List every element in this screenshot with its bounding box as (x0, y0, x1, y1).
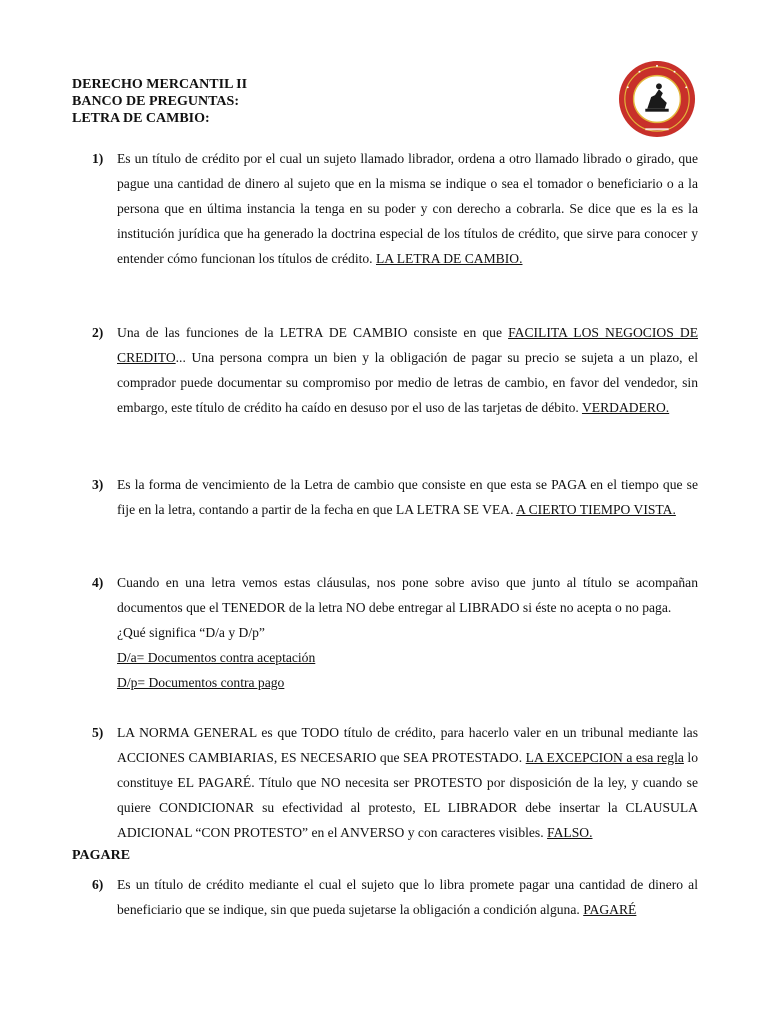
question-number: 2) (92, 325, 104, 340)
topic-title: LETRA DE CAMBIO: (72, 111, 210, 126)
course-title: DERECHO MERCANTIL II (72, 77, 248, 92)
question-answer: A CIERTO TIEMPO VISTA. (516, 502, 676, 517)
question-5 (92, 720, 698, 845)
question-answer: FALSO. (547, 825, 593, 840)
question-2 (92, 320, 698, 420)
university-seal-logo (618, 60, 696, 138)
question-number: 3) (92, 477, 104, 492)
question-number: 5) (92, 725, 104, 740)
question-text-continued: lo constituye EL PAGARÉ. Título que NO necesita ser PROTESTO por disposición de la ley, y cuando se quiere CONDICIONAR su efectividad al protesto, EL LIBRADOR debe insertar la CLAUSULA ADICIONAL “CON PROTESTO” en el ANVERSO y con caracteres visibles. (117, 750, 698, 840)
question-6 (92, 872, 698, 922)
question-number: 1) (92, 151, 104, 166)
question-text: Una de las funciones de la LETRA DE CAMBIO consiste en que (117, 325, 502, 340)
answer-da: D/a= Documentos contra aceptación (117, 650, 316, 665)
question-text: Es la forma de vencimiento de la Letra de cambio que consiste en que esta se PAGA en el tiempo que se fije en la letra, contando a partir de la fecha en que LA LETRA SE VEA. (117, 477, 698, 517)
question-text: Es un título de crédito por el cual un sujeto llamado librador, ordena a otro llamado librado o girado, que pague una cantidad de dinero al sujeto que en la misma se indique o sea el tomador o beneficiario o a la persona que en última instancia la tenga en su poder y con derecho a cobrarla. Se dice que es la es la institución jurídica que ha generado la doctrina especial de los títulos de crédito, que sirve para conocer y entender cómo funcionan los títulos de crédito. (117, 151, 698, 266)
underlined-phrase: FACILITA LOS NEGOCIOS DE CREDITO (117, 325, 698, 365)
bank-title: BANCO DE PREGUNTAS: (72, 94, 239, 109)
question-text: Cuando en una letra vemos estas cláusulas, nos pone sobre aviso que junto al título se acompañan documentos que el TENEDOR de la letra NO debe entregar al LIBRADO si éste no acepta o no paga. (117, 575, 698, 615)
question-4 (92, 570, 698, 695)
question-text: LA NORMA GENERAL es que TODO título de crédito, para hacerlo valer en un tribunal mediante las ACCIONES CAMBIARIAS, ES NECESARIO que SEA PROTESTADO. (117, 725, 698, 765)
question-answer: VERDADERO. (581, 400, 670, 415)
question-text: Es un título de crédito mediante el cual el sujeto que lo libra promete pagar una cantidad de dinero al beneficiario que se indique, sin que pueda sujetarse la obligación a condición alguna. (117, 877, 698, 917)
question-3 (92, 472, 698, 522)
underlined-phrase: LA EXCEPCION a esa regla (525, 750, 684, 765)
question-answer: LA LETRA DE CAMBIO. (375, 251, 523, 266)
question-text-continued: ... Una persona compra un bien y la obligación de pagar su precio se sujeta a un plazo, el comprador puede documentar su compromiso por medio de letras de cambio, en favor del vendedor, sin embargo, este título de crédito ha caído en desuso por el uso de las tarjetas de débito. (117, 350, 698, 415)
section-heading-pagare: PAGARE (72, 848, 131, 863)
question-prompt: ¿Qué significa “D/a y D/p” (117, 625, 265, 640)
document-header (72, 76, 247, 127)
question-number: 4) (92, 575, 104, 590)
answer-dp: D/p= Documentos contra pago (117, 675, 285, 690)
question-1 (92, 146, 698, 271)
question-number: 6) (92, 877, 104, 892)
question-answer: PAGARÉ (583, 902, 637, 917)
